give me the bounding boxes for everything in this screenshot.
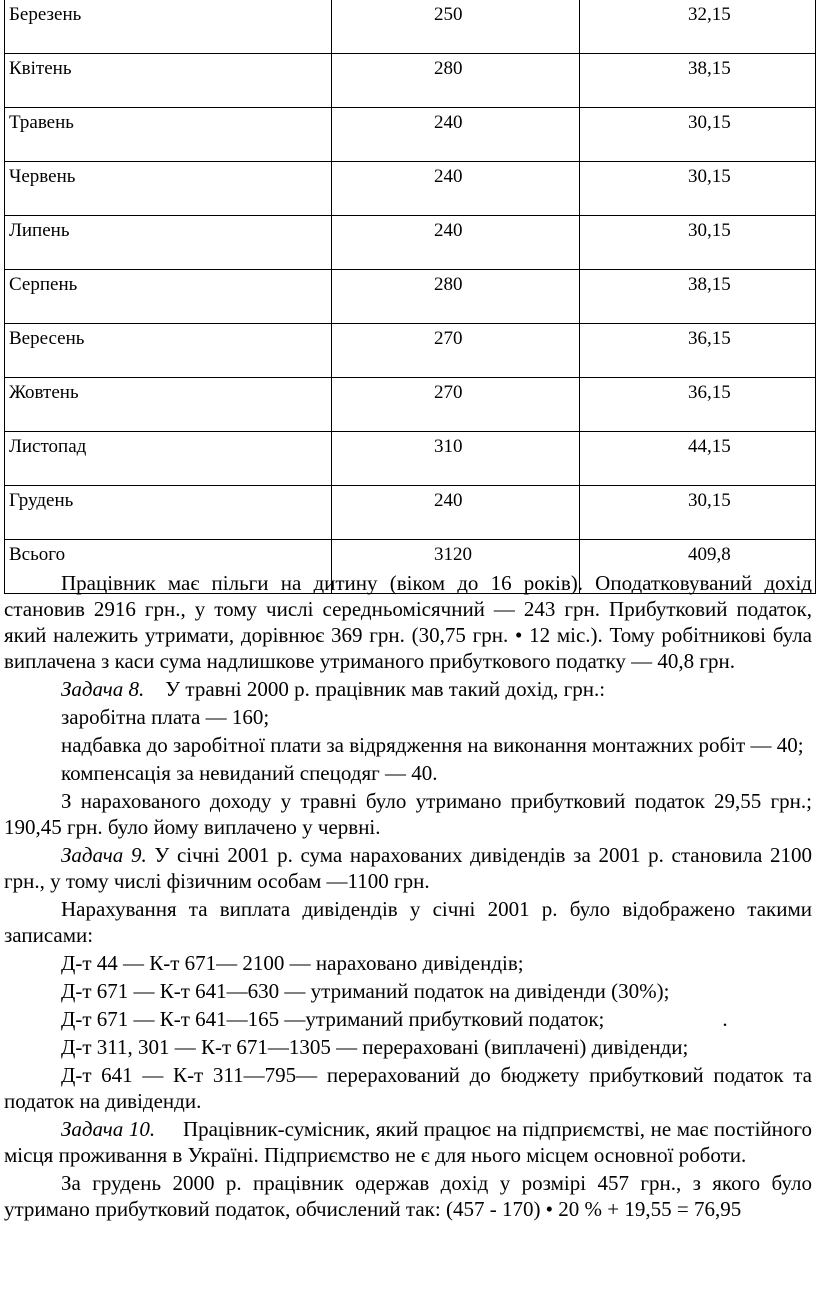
table-row <box>5 162 816 216</box>
table-row <box>5 216 816 270</box>
paragraph-benefits: Працівник має пільги на дитину (віком до 16 років). Оподатковуваний дохід становив 2916 грн., у тому числі середньомісячний — 243 грн. Прибутковий податок, який належить утримати, дорівнює 369 грн. (30,75 грн. • 12 міс.). Тому робітникові була виплачена з каси сума надлишкове утриманого прибуткового податку — 40,8 грн. <box>4 571 812 673</box>
paragraph-withheld-tax: З нарахованого доходу у травні було утримано прибутковий податок 29,55 грн.; 190,45 грн. було йому виплачено у червні. <box>4 789 812 839</box>
entry-5: Д-т 641 — К-т 311—795— перерахований до бюджету прибутковий податок та податок на дивіденди. <box>4 1063 812 1113</box>
income-cell: 240 <box>332 216 580 270</box>
entry-3-dot: . <box>722 1007 728 1031</box>
entry-3-text: Д-т 671 — К-т 641—165 —утриманий прибутковий податок; <box>61 1007 605 1031</box>
income-cell: 280 <box>332 54 580 108</box>
month-cell: Квітень <box>5 54 332 108</box>
tax-cell: 30,15 <box>580 162 816 216</box>
tax-cell: 30,15 <box>580 486 816 540</box>
income-cell: 280 <box>332 270 580 324</box>
tax-cell: 44,15 <box>580 432 816 486</box>
income-item-compensation: компенсація за невиданий спецодяг — 40. <box>61 761 438 785</box>
text-body <box>4 570 812 1224</box>
month-cell: Червень <box>5 162 332 216</box>
month-cell: Травень <box>5 108 332 162</box>
income-cell: 270 <box>332 324 580 378</box>
table-row <box>5 378 816 432</box>
income-item-bonus: надбавка до заробітної плати за відрядження на виконання монтажних робіт — 40; <box>61 733 804 757</box>
entry-3 <box>4 1006 812 1032</box>
month-cell: Серпень <box>5 270 332 324</box>
income-cell: 240 <box>332 162 580 216</box>
month-cell: Липень <box>5 216 332 270</box>
entry-1: Д-т 44 — К-т 671— 2100 — нараховано дивідендів; <box>61 951 524 975</box>
entry-2: Д-т 671 — К-т 641—630 — утриманий податок на дивіденди (30%); <box>61 979 670 1003</box>
tax-cell: 409,8 <box>580 540 816 594</box>
income-cell: 250 <box>332 0 580 54</box>
task-8-text: У травні 2000 р. працівник мав такий дохід, грн.: <box>165 677 606 701</box>
task-10-label: Задача 10. <box>61 1117 156 1141</box>
tax-cell: 36,15 <box>580 324 816 378</box>
task-10-text: Працівник-сумісник, який працює на підприємстві, не має постійного місця проживання в Україні. Підприємство не є для нього місцем основної роботи. <box>4 1117 813 1167</box>
table-row <box>5 54 816 108</box>
entry-4: Д-т 311, 301 — К-т 671—1305 — перераховані (виплачені) дивіденди; <box>61 1035 689 1059</box>
income-cell: 240 <box>332 486 580 540</box>
month-cell: Листопад <box>5 432 332 486</box>
tax-table <box>4 0 816 594</box>
tax-cell: 38,15 <box>580 270 816 324</box>
tax-cell: 30,15 <box>580 216 816 270</box>
table-row <box>5 108 816 162</box>
tax-cell: 36,15 <box>580 378 816 432</box>
table-row <box>5 270 816 324</box>
tax-cell: 30,15 <box>580 108 816 162</box>
month-cell: Жовтень <box>5 378 332 432</box>
income-cell: 3120 <box>332 540 580 594</box>
month-cell: Березень <box>5 0 332 54</box>
task-8-label: Задача 8. <box>61 677 145 701</box>
month-cell: Вересень <box>5 324 332 378</box>
income-item-salary: заробітна плата — 160; <box>61 705 270 729</box>
tax-table-body <box>5 0 816 594</box>
table-row <box>5 486 816 540</box>
month-cell: Всього <box>5 540 332 594</box>
income-cell: 240 <box>332 108 580 162</box>
task-9-text: У січні 2001 р. сума нарахованих дивідендів за 2001 р. становила 2100 грн., у тому числі фізичним особам —1100 грн. <box>4 843 813 893</box>
table-row <box>5 324 816 378</box>
table-row <box>5 432 816 486</box>
income-cell: 310 <box>332 432 580 486</box>
table-row <box>5 0 816 54</box>
income-cell: 270 <box>332 378 580 432</box>
paragraph-december-income: За грудень 2000 р. працівник одержав дохід у розмірі 457 грн., з якого було утримано прибутковий податок, обчислений так: (457 - 170) • 20 % + 19,55 = 76,95 <box>4 1171 812 1221</box>
paragraph-dividends: Нарахування та виплата дивідендів у січні 2001 р. було відображено такими записами: <box>4 897 812 947</box>
tax-cell: 38,15 <box>580 54 816 108</box>
task-10-heading <box>4 1116 812 1168</box>
task-9-label: Задача 9. <box>61 843 147 867</box>
month-cell: Грудень <box>5 486 332 540</box>
tax-cell: 32,15 <box>580 0 816 54</box>
task-9-heading <box>4 842 812 894</box>
task-8-heading <box>4 676 812 702</box>
